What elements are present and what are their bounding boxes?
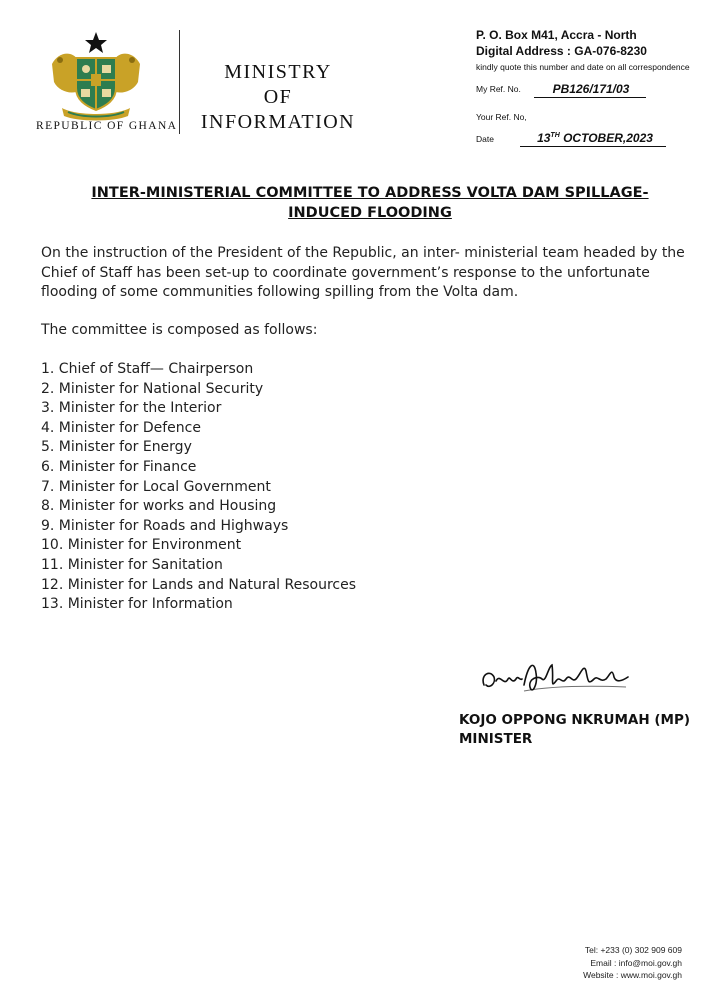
quote-note: kindly quote this number and date on all correspondence xyxy=(476,62,690,72)
list-item: 9. Minister for Roads and Highways xyxy=(41,517,289,534)
title-line-2: INDUCED FLOODING xyxy=(288,205,452,221)
ministry-line-2: OF xyxy=(263,86,293,108)
document-title xyxy=(40,183,700,223)
footer-email: Email : info@moi.gov.gh xyxy=(590,957,682,968)
your-ref-label: Your Ref. No, xyxy=(476,112,527,122)
list-item: 8. Minister for works and Housing xyxy=(41,498,277,515)
republic-label: REPUBLIC OF GHANA xyxy=(36,120,178,132)
contact-footer xyxy=(583,944,682,982)
committee-intro: The committee is composed as follows: xyxy=(41,322,318,338)
footer-website: Website : www.moi.gov.gh xyxy=(583,970,682,980)
signatory-role: MINISTER xyxy=(459,731,533,747)
date-value xyxy=(520,131,670,145)
ministry-name xyxy=(190,60,366,135)
list-item: 2. Minister for National Security xyxy=(41,380,264,397)
title-line-1: INTER-MINISTERIAL COMMITTEE TO ADDRESS VOLTA DAM SPILLAGE- xyxy=(91,185,649,201)
list-item: 10. Minister for Environment xyxy=(41,537,242,554)
ghana-coat-of-arms-icon xyxy=(46,30,146,122)
signatory-name: KOJO OPPONG NKRUMAH (MP) xyxy=(459,712,691,728)
list-item: 1. Chief of Staff— Chairperson xyxy=(41,361,254,377)
postal-address xyxy=(476,27,647,59)
footer-tel: Tel: +233 (0) 302 909 609 xyxy=(584,945,682,955)
my-ref-value: PB126/171/03 xyxy=(552,82,630,96)
my-ref-underline xyxy=(534,97,646,98)
list-item: 13. Minister for Information xyxy=(41,596,233,613)
date-label: Date xyxy=(476,134,494,144)
list-item: 6. Minister for Finance xyxy=(41,458,197,475)
ministry-line-3: INFORMATION xyxy=(200,111,356,133)
handwritten-signature-icon xyxy=(476,655,636,705)
list-item: 7. Minister for Local Government xyxy=(41,478,271,495)
date-day: 13 xyxy=(537,131,551,145)
list-item: 11. Minister for Sanitation xyxy=(41,556,223,573)
signatory-block xyxy=(459,711,690,749)
letterhead-divider xyxy=(179,30,180,134)
date-rest: OCTOBER,2023 xyxy=(559,131,653,145)
ministry-line-1: MINISTRY xyxy=(224,61,332,83)
date-suffix: TH xyxy=(550,132,560,139)
address-line-2: Digital Address : GA-076-8230 xyxy=(476,44,647,58)
address-line-1: P. O. Box M41, Accra - North xyxy=(476,28,637,42)
date-underline xyxy=(520,146,666,147)
list-item: 12. Minister for Lands and Natural Resources xyxy=(41,576,357,593)
committee-member-list xyxy=(41,360,356,615)
list-item: 3. Minister for the Interior xyxy=(41,400,222,417)
my-ref-label: My Ref. No. xyxy=(476,84,521,94)
body-paragraph: On the instruction of the President of the Republic, an inter- ministerial team headed by the Chief of Staff has been set-up to coordinate government’s response to the unfortunate flooding of some communities following spilling from the Volta dam. xyxy=(41,245,685,300)
list-item: 5. Minister for Energy xyxy=(41,439,192,456)
list-item: 4. Minister for Defence xyxy=(41,419,201,436)
